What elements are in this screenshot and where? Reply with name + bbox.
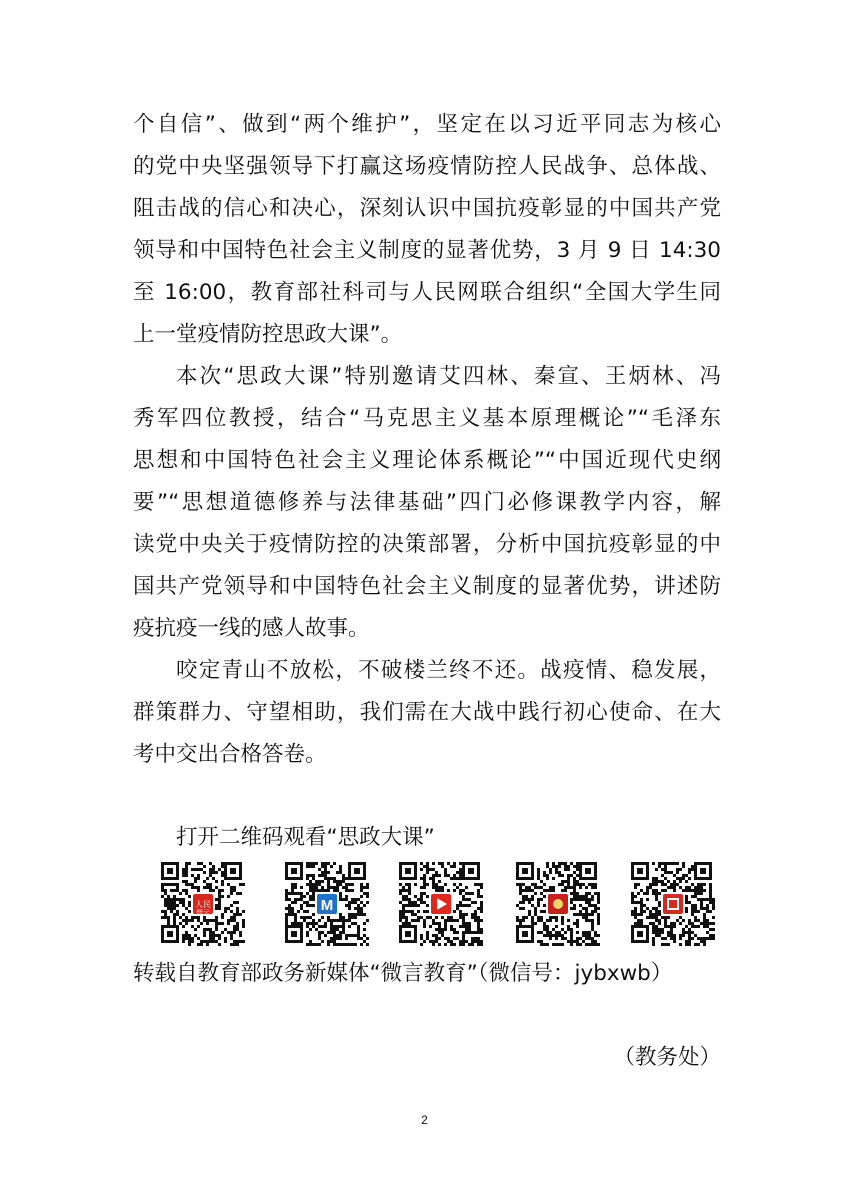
text-line: 考中交出合格答卷。	[133, 742, 327, 767]
text-line: 个自信”、做到“两个维护”，坚定在以习近平同志为核心	[133, 112, 721, 137]
svg-text:M: M	[320, 897, 334, 914]
m-app-logo-icon	[315, 892, 339, 916]
text-line: 疫抗疫一线的感人故事。	[133, 616, 370, 641]
text-line: 领导和中国特色社会主义制度的显著优势，3 月 9 日 14:30	[133, 238, 721, 263]
text-line: 思想和中国特色社会主义理论体系概论”“中国近现代史纲	[133, 448, 721, 473]
text-line: 咬定青山不放松，不破楼兰终不还。战疫情、稳发展，	[176, 658, 721, 683]
qr-code[interactable]	[399, 862, 483, 946]
text-line: 至 16:00，教育部社科司与人民网联合组织“全国大学生同	[133, 280, 721, 305]
text-line: 阻击战的信心和决心，深刻认识中国抗疫彰显的中国共产党	[133, 196, 721, 221]
qr-code-row	[161, 862, 721, 946]
qr-code[interactable]	[631, 862, 715, 946]
page-number: 2	[421, 1113, 428, 1127]
video-play-logo-icon	[429, 892, 453, 916]
red-seal-logo-icon	[546, 892, 570, 916]
text-line: 秀军四位教授，结合“马克思主义基本原理概论”“毛泽东	[133, 406, 721, 431]
text-line: 群策群力、守望相助，我们需在大战中践行初心使命、在大	[133, 700, 721, 725]
text-line: 要”“思想道德修养与法律基础”四门必修课教学内容，解	[133, 490, 721, 515]
renmin-zhiyun-logo-icon	[191, 892, 215, 917]
text-line: 的党中央坚强领导下打赢这场疫情防控人民战争、总体战、	[133, 154, 721, 179]
text-line: 读党中央关于疫情防控的决策部署，分析中国抗疫彰显的中	[133, 532, 721, 557]
svg-text:人民: 人民	[195, 900, 211, 909]
text-line: 上一堂疫情防控思政大课”。	[133, 322, 403, 347]
text-line: 本次“思政大课”特别邀请艾四林、秦宣、王炳林、冯	[176, 364, 721, 389]
qr-code[interactable]	[285, 862, 369, 946]
red-square-logo-icon	[661, 892, 685, 916]
qr-caption: 打开二维码观看“思政大课”	[176, 825, 435, 850]
source-note: 转载自教育部政务新媒体“微言教育”（微信号：jybxwb）	[133, 961, 673, 986]
department-signature: （教务处）	[613, 1045, 721, 1070]
qr-code[interactable]	[516, 862, 600, 946]
text-line: 国共产党领导和中国特色社会主义制度的显著优势，讲述防	[133, 574, 721, 599]
qr-code[interactable]	[161, 862, 245, 946]
svg-text:智云: 智云	[196, 909, 210, 917]
